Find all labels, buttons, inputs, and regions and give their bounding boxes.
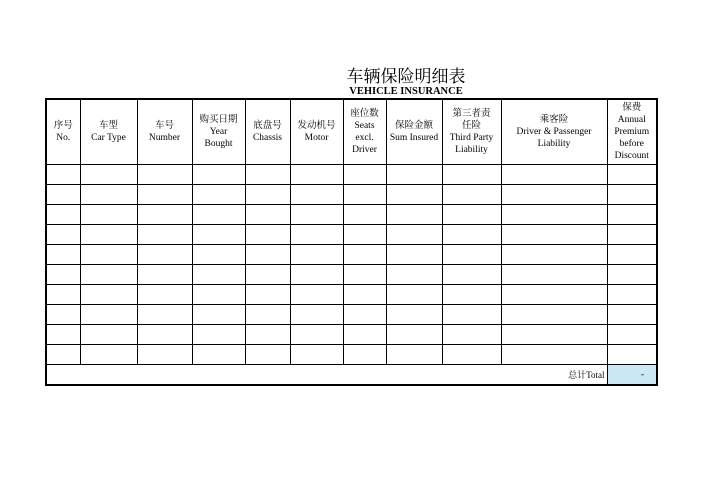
table-cell-seats[interactable] xyxy=(343,285,386,305)
table-cell-sum-insured[interactable] xyxy=(386,165,442,185)
table-row xyxy=(46,285,657,305)
table-cell-year-bought[interactable] xyxy=(192,345,245,365)
table-cell-year-bought[interactable] xyxy=(192,265,245,285)
table-row xyxy=(46,225,657,245)
table-cell-car-type[interactable] xyxy=(80,205,137,225)
column-header-premium xyxy=(607,99,657,165)
column-header-line: Driver & Passenger xyxy=(516,127,592,137)
table-cell-number[interactable] xyxy=(137,285,192,305)
table-cell-number[interactable] xyxy=(137,325,192,345)
table-cell-car-type[interactable] xyxy=(80,285,137,305)
table-cell-sum-insured[interactable] xyxy=(386,225,442,245)
table-cell-premium[interactable] xyxy=(607,325,657,345)
table-cell-seats[interactable] xyxy=(343,225,386,245)
table-row xyxy=(46,205,657,225)
table-cell-passenger[interactable] xyxy=(501,205,607,225)
column-header-line: Annual xyxy=(617,115,646,125)
table-row xyxy=(46,325,657,345)
column-header-line: Car Type xyxy=(91,133,126,143)
table-cell-passenger[interactable] xyxy=(501,165,607,185)
table-cell-car-type[interactable] xyxy=(80,265,137,285)
table-cell-motor[interactable] xyxy=(290,345,343,365)
table-cell-sum-insured[interactable] xyxy=(386,325,442,345)
table-cell-premium[interactable] xyxy=(607,305,657,325)
column-header-line: Third Party xyxy=(449,133,494,143)
column-header-line: Discount xyxy=(614,151,649,161)
table-cell-passenger[interactable] xyxy=(501,225,607,245)
column-header-number xyxy=(137,99,192,165)
table-cell-seats[interactable] xyxy=(343,205,386,225)
table-cell-year-bought[interactable] xyxy=(192,225,245,245)
table-cell-seats[interactable] xyxy=(343,325,386,345)
table-cell-no[interactable] xyxy=(46,325,80,345)
table-cell-number[interactable] xyxy=(137,185,192,205)
table-cell-third-party[interactable] xyxy=(442,345,501,365)
table-cell-chassis[interactable] xyxy=(245,185,290,205)
table-cell-sum-insured[interactable] xyxy=(386,265,442,285)
table-cell-no[interactable] xyxy=(46,345,80,365)
table-cell-no[interactable] xyxy=(46,205,80,225)
column-header-sum-insured xyxy=(386,99,442,165)
table-cell-chassis[interactable] xyxy=(245,285,290,305)
table-cell-car-type[interactable] xyxy=(80,325,137,345)
column-header-car-type xyxy=(80,99,137,165)
column-header-line: 车型 xyxy=(98,121,118,131)
table-cell-number[interactable] xyxy=(137,305,192,325)
table-cell-third-party[interactable] xyxy=(442,265,501,285)
table-cell-number[interactable] xyxy=(137,345,192,365)
column-header-line: Number xyxy=(148,133,181,143)
table-cell-motor[interactable] xyxy=(290,205,343,225)
column-header-line: 保险金额 xyxy=(394,121,433,131)
table-cell-year-bought[interactable] xyxy=(192,285,245,305)
table-cell-passenger[interactable] xyxy=(501,345,607,365)
column-header-motor xyxy=(290,99,343,165)
column-header-line: 第三者责 xyxy=(452,109,491,119)
table-cell-chassis[interactable] xyxy=(245,245,290,265)
column-header-line: 发动机号 xyxy=(297,121,336,131)
table-cell-car-type[interactable] xyxy=(80,165,137,185)
table-cell-number[interactable] xyxy=(137,225,192,245)
insurance-table xyxy=(45,98,658,386)
table-cell-number[interactable] xyxy=(137,245,192,265)
table-cell-year-bought[interactable] xyxy=(192,245,245,265)
table-row xyxy=(46,185,657,205)
table-cell-car-type[interactable] xyxy=(80,225,137,245)
table-cell-chassis[interactable] xyxy=(245,325,290,345)
table-cell-premium[interactable] xyxy=(607,165,657,185)
table-cell-no[interactable] xyxy=(46,225,80,245)
table-cell-motor[interactable] xyxy=(290,285,343,305)
table-cell-motor[interactable] xyxy=(290,245,343,265)
table-cell-number[interactable] xyxy=(137,265,192,285)
table-row xyxy=(46,345,657,365)
column-header-line: 保费 xyxy=(622,103,642,113)
table-cell-no[interactable] xyxy=(46,245,80,265)
column-header-line: 座位数 xyxy=(350,109,379,119)
table-cell-sum-insured[interactable] xyxy=(386,245,442,265)
column-header-no xyxy=(46,99,80,165)
table-cell-motor[interactable] xyxy=(290,305,343,325)
total-value-cell[interactable]: - xyxy=(607,365,657,386)
table-cell-premium[interactable] xyxy=(607,345,657,365)
column-header-line: Motor xyxy=(304,133,329,143)
table-cell-seats[interactable] xyxy=(343,265,386,285)
table-cell-passenger[interactable] xyxy=(501,325,607,345)
table-cell-chassis[interactable] xyxy=(245,345,290,365)
table-cell-no[interactable] xyxy=(46,265,80,285)
column-header-year-bought xyxy=(192,99,245,165)
table-cell-no[interactable] xyxy=(46,305,80,325)
table-cell-premium[interactable] xyxy=(607,205,657,225)
table-cell-chassis[interactable] xyxy=(245,205,290,225)
table-cell-third-party[interactable] xyxy=(442,285,501,305)
column-header-line: Liability xyxy=(455,145,488,155)
table-cell-third-party[interactable] xyxy=(442,165,501,185)
table-cell-seats[interactable] xyxy=(343,245,386,265)
sheet-subtitle: VEHICLE INSURANCE xyxy=(349,86,463,97)
column-header-third-party xyxy=(442,99,501,165)
table-cell-third-party[interactable] xyxy=(442,205,501,225)
table-cell-car-type[interactable] xyxy=(80,305,137,325)
table-cell-car-type[interactable] xyxy=(80,245,137,265)
column-header-line: 底盘号 xyxy=(253,121,282,131)
table-cell-premium[interactable] xyxy=(607,265,657,285)
table-cell-chassis[interactable] xyxy=(245,225,290,245)
column-header-line: Seats xyxy=(354,121,375,131)
table-row xyxy=(46,245,657,265)
table-cell-passenger[interactable] xyxy=(501,305,607,325)
table-cell-motor[interactable] xyxy=(290,325,343,345)
table-cell-chassis[interactable] xyxy=(245,305,290,325)
column-header-line: Driver xyxy=(352,145,377,155)
table-cell-seats[interactable] xyxy=(343,305,386,325)
table-cell-seats[interactable] xyxy=(343,165,386,185)
table-cell-third-party[interactable] xyxy=(442,325,501,345)
column-header-line: Chassis xyxy=(252,133,283,143)
table-cell-seats[interactable] xyxy=(343,185,386,205)
column-header-line: 序号 xyxy=(53,121,73,131)
table-cell-year-bought[interactable] xyxy=(192,185,245,205)
column-header-line: 车号 xyxy=(154,121,174,131)
table-cell-sum-insured[interactable] xyxy=(386,285,442,305)
table-cell-third-party[interactable] xyxy=(442,185,501,205)
column-header-line: 购买日期 xyxy=(199,115,238,125)
table-cell-sum-insured[interactable] xyxy=(386,345,442,365)
table-cell-no[interactable] xyxy=(46,185,80,205)
table-cell-third-party[interactable] xyxy=(442,225,501,245)
table-cell-motor[interactable] xyxy=(290,225,343,245)
table-cell-no[interactable] xyxy=(46,165,80,185)
table-row xyxy=(46,265,657,285)
table-cell-motor[interactable] xyxy=(290,185,343,205)
table-cell-motor[interactable] xyxy=(290,165,343,185)
table-cell-chassis[interactable] xyxy=(245,165,290,185)
table-cell-year-bought[interactable] xyxy=(192,165,245,185)
column-header-line: Bought xyxy=(204,139,233,149)
table-row xyxy=(46,305,657,325)
column-header-seats xyxy=(343,99,386,165)
table-cell-passenger[interactable] xyxy=(501,185,607,205)
table-cell-passenger[interactable] xyxy=(501,265,607,285)
total-row xyxy=(46,365,657,386)
column-header-passenger xyxy=(501,99,607,165)
table-cell-sum-insured[interactable] xyxy=(386,185,442,205)
table-cell-premium[interactable] xyxy=(607,225,657,245)
table-cell-premium[interactable] xyxy=(607,185,657,205)
table-cell-sum-insured[interactable] xyxy=(386,205,442,225)
table-cell-chassis[interactable] xyxy=(245,265,290,285)
column-header-line: 乘客险 xyxy=(539,115,569,125)
table-row xyxy=(46,165,657,185)
table-cell-third-party[interactable] xyxy=(442,305,501,325)
column-header-line: excl. xyxy=(355,133,374,143)
table-cell-number[interactable] xyxy=(137,165,192,185)
table-cell-seats[interactable] xyxy=(343,345,386,365)
table-cell-year-bought[interactable] xyxy=(192,325,245,345)
table-cell-year-bought[interactable] xyxy=(192,305,245,325)
table-cell-motor[interactable] xyxy=(290,265,343,285)
table-cell-third-party[interactable] xyxy=(442,245,501,265)
table-cell-car-type[interactable] xyxy=(80,345,137,365)
column-header-line: Liability xyxy=(537,139,571,149)
table-cell-year-bought[interactable] xyxy=(192,205,245,225)
column-header-line: Premium xyxy=(614,127,650,137)
table-cell-premium[interactable] xyxy=(607,285,657,305)
table-cell-passenger[interactable] xyxy=(501,285,607,305)
table-cell-number[interactable] xyxy=(137,205,192,225)
column-header-line: 任险 xyxy=(461,121,481,131)
table-cell-car-type[interactable] xyxy=(80,185,137,205)
column-header-line: Year xyxy=(209,127,228,137)
table-cell-passenger[interactable] xyxy=(501,245,607,265)
column-header-line: Sum Insured xyxy=(389,133,439,143)
table-cell-sum-insured[interactable] xyxy=(386,305,442,325)
total-label: 总计Total xyxy=(46,365,607,386)
header-row xyxy=(46,99,657,165)
column-header-line: No. xyxy=(56,133,71,143)
column-header-line: before xyxy=(619,139,644,149)
column-header-chassis xyxy=(245,99,290,165)
table-cell-premium[interactable] xyxy=(607,245,657,265)
sheet-title: 车辆保险明细表 xyxy=(346,67,466,87)
table-cell-no[interactable] xyxy=(46,285,80,305)
